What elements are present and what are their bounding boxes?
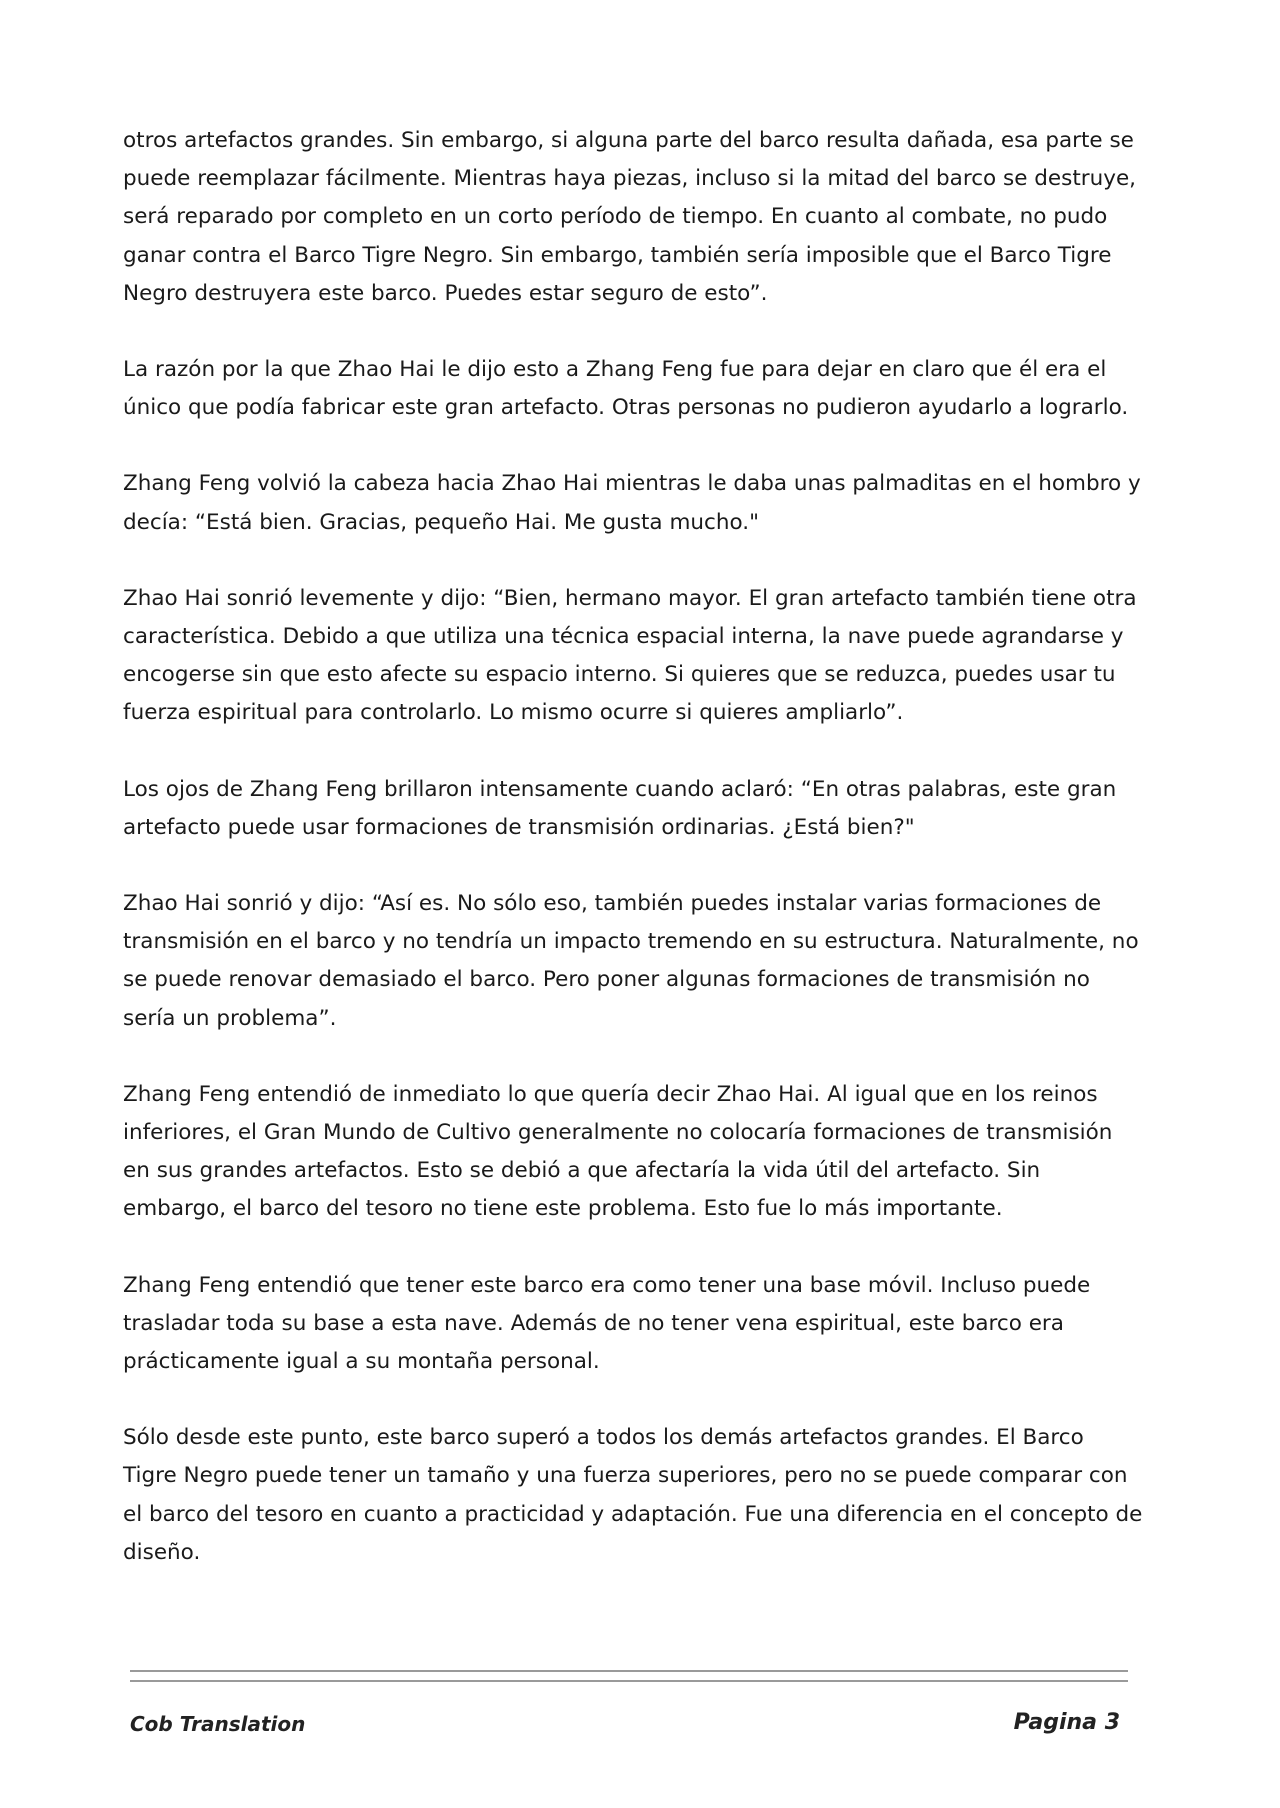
paragraph-5: Los ojos de Zhang Feng brillaron intensamente cuando aclaró: “En otras palabras, este gran artefacto puede usar formaciones de transmisión ordinarias. ¿Está bien?" xyxy=(123,776,1117,840)
footer-divider-bottom xyxy=(130,1680,1128,1682)
paragraph-4: Zhao Hai sonrió levemente y dijo: “Bien, hermano mayor. El gran artefacto también tiene otra característica. Debido a que utiliza una técnica espacial interna, la nave puede agrandarse y encogerse sin que esto afecte su espacio interno. Si quieres que se reduzca, puedes usar tu fuerza espiritual para controlarlo. Lo mismo ocurre si quieres ampliarlo”. xyxy=(123,585,1137,726)
body-text xyxy=(123,122,1143,1610)
footer-page-number: Pagina 3 xyxy=(1013,1710,1120,1735)
footer-translator-name: Cob Translation xyxy=(130,1712,306,1736)
paragraph-3: Zhang Feng volvió la cabeza hacia Zhao Hai mientras le daba unas palmaditas en el hombro y decía: “Está bien. Gracias, pequeño Hai. Me gusta mucho." xyxy=(123,471,1141,535)
paragraph-9: Sólo desde este punto, este barco superó a todos los demás artefactos grandes. El Barco Tigre Negro puede tener un tamaño y una fuerza superiores, pero no se puede comparar con el barco del tesoro en cuanto a practicidad y adaptación. Fue una diferencia en el concepto de diseño. xyxy=(123,1425,1143,1565)
paragraph-2: La razón por la que Zhao Hai le dijo esto a Zhang Feng fue para dejar en claro que él era el único que podía fabricar este gran artefacto. Otras personas no pudieron ayudarlo a lograrlo. xyxy=(123,357,1129,421)
paragraph-6: Zhao Hai sonrió y dijo: “Así es. No sólo eso, también puedes instalar varias formaciones de transmisión en el barco y no tendría un impacto tremendo en su estructura. Naturalmente, no se puede renovar demasiado el barco. Pero poner algunas formaciones de transmisión no sería un problema”. xyxy=(123,891,1139,1031)
paragraph-7: Zhang Feng entendió de inmediato lo que quería decir Zhao Hai. Al igual que en los reinos inferiores, el Gran Mundo de Cultivo generalmente no colocaría formaciones de transmisión en sus grandes artefactos. Esto se debió a que afectaría la vida útil del artefacto. Sin embargo, el barco del tesoro no tiene este problema. Esto fue lo más importante. xyxy=(123,1081,1113,1222)
paragraph-8: Zhang Feng entendió que tener este barco era como tener una base móvil. Incluso puede trasladar toda su base a esta nave. Además de no tener vena espiritual, este barco era prácticamente igual a su montaña personal. xyxy=(123,1272,1091,1375)
footer-divider-top xyxy=(130,1670,1128,1672)
paragraph-1: otros artefactos grandes. Sin embargo, si alguna parte del barco resulta dañada, esa parte se puede reemplazar fácilmente. Mientras haya piezas, incluso si la mitad del barco se destruye, será reparado por completo en un corto período de tiempo. En cuanto al combate, no pudo ganar contra el Barco Tigre Negro. Sin embargo, también sería imposible que el Barco Tigre Negro destruyera este barco. Puedes estar seguro de esto”. xyxy=(123,128,1137,306)
